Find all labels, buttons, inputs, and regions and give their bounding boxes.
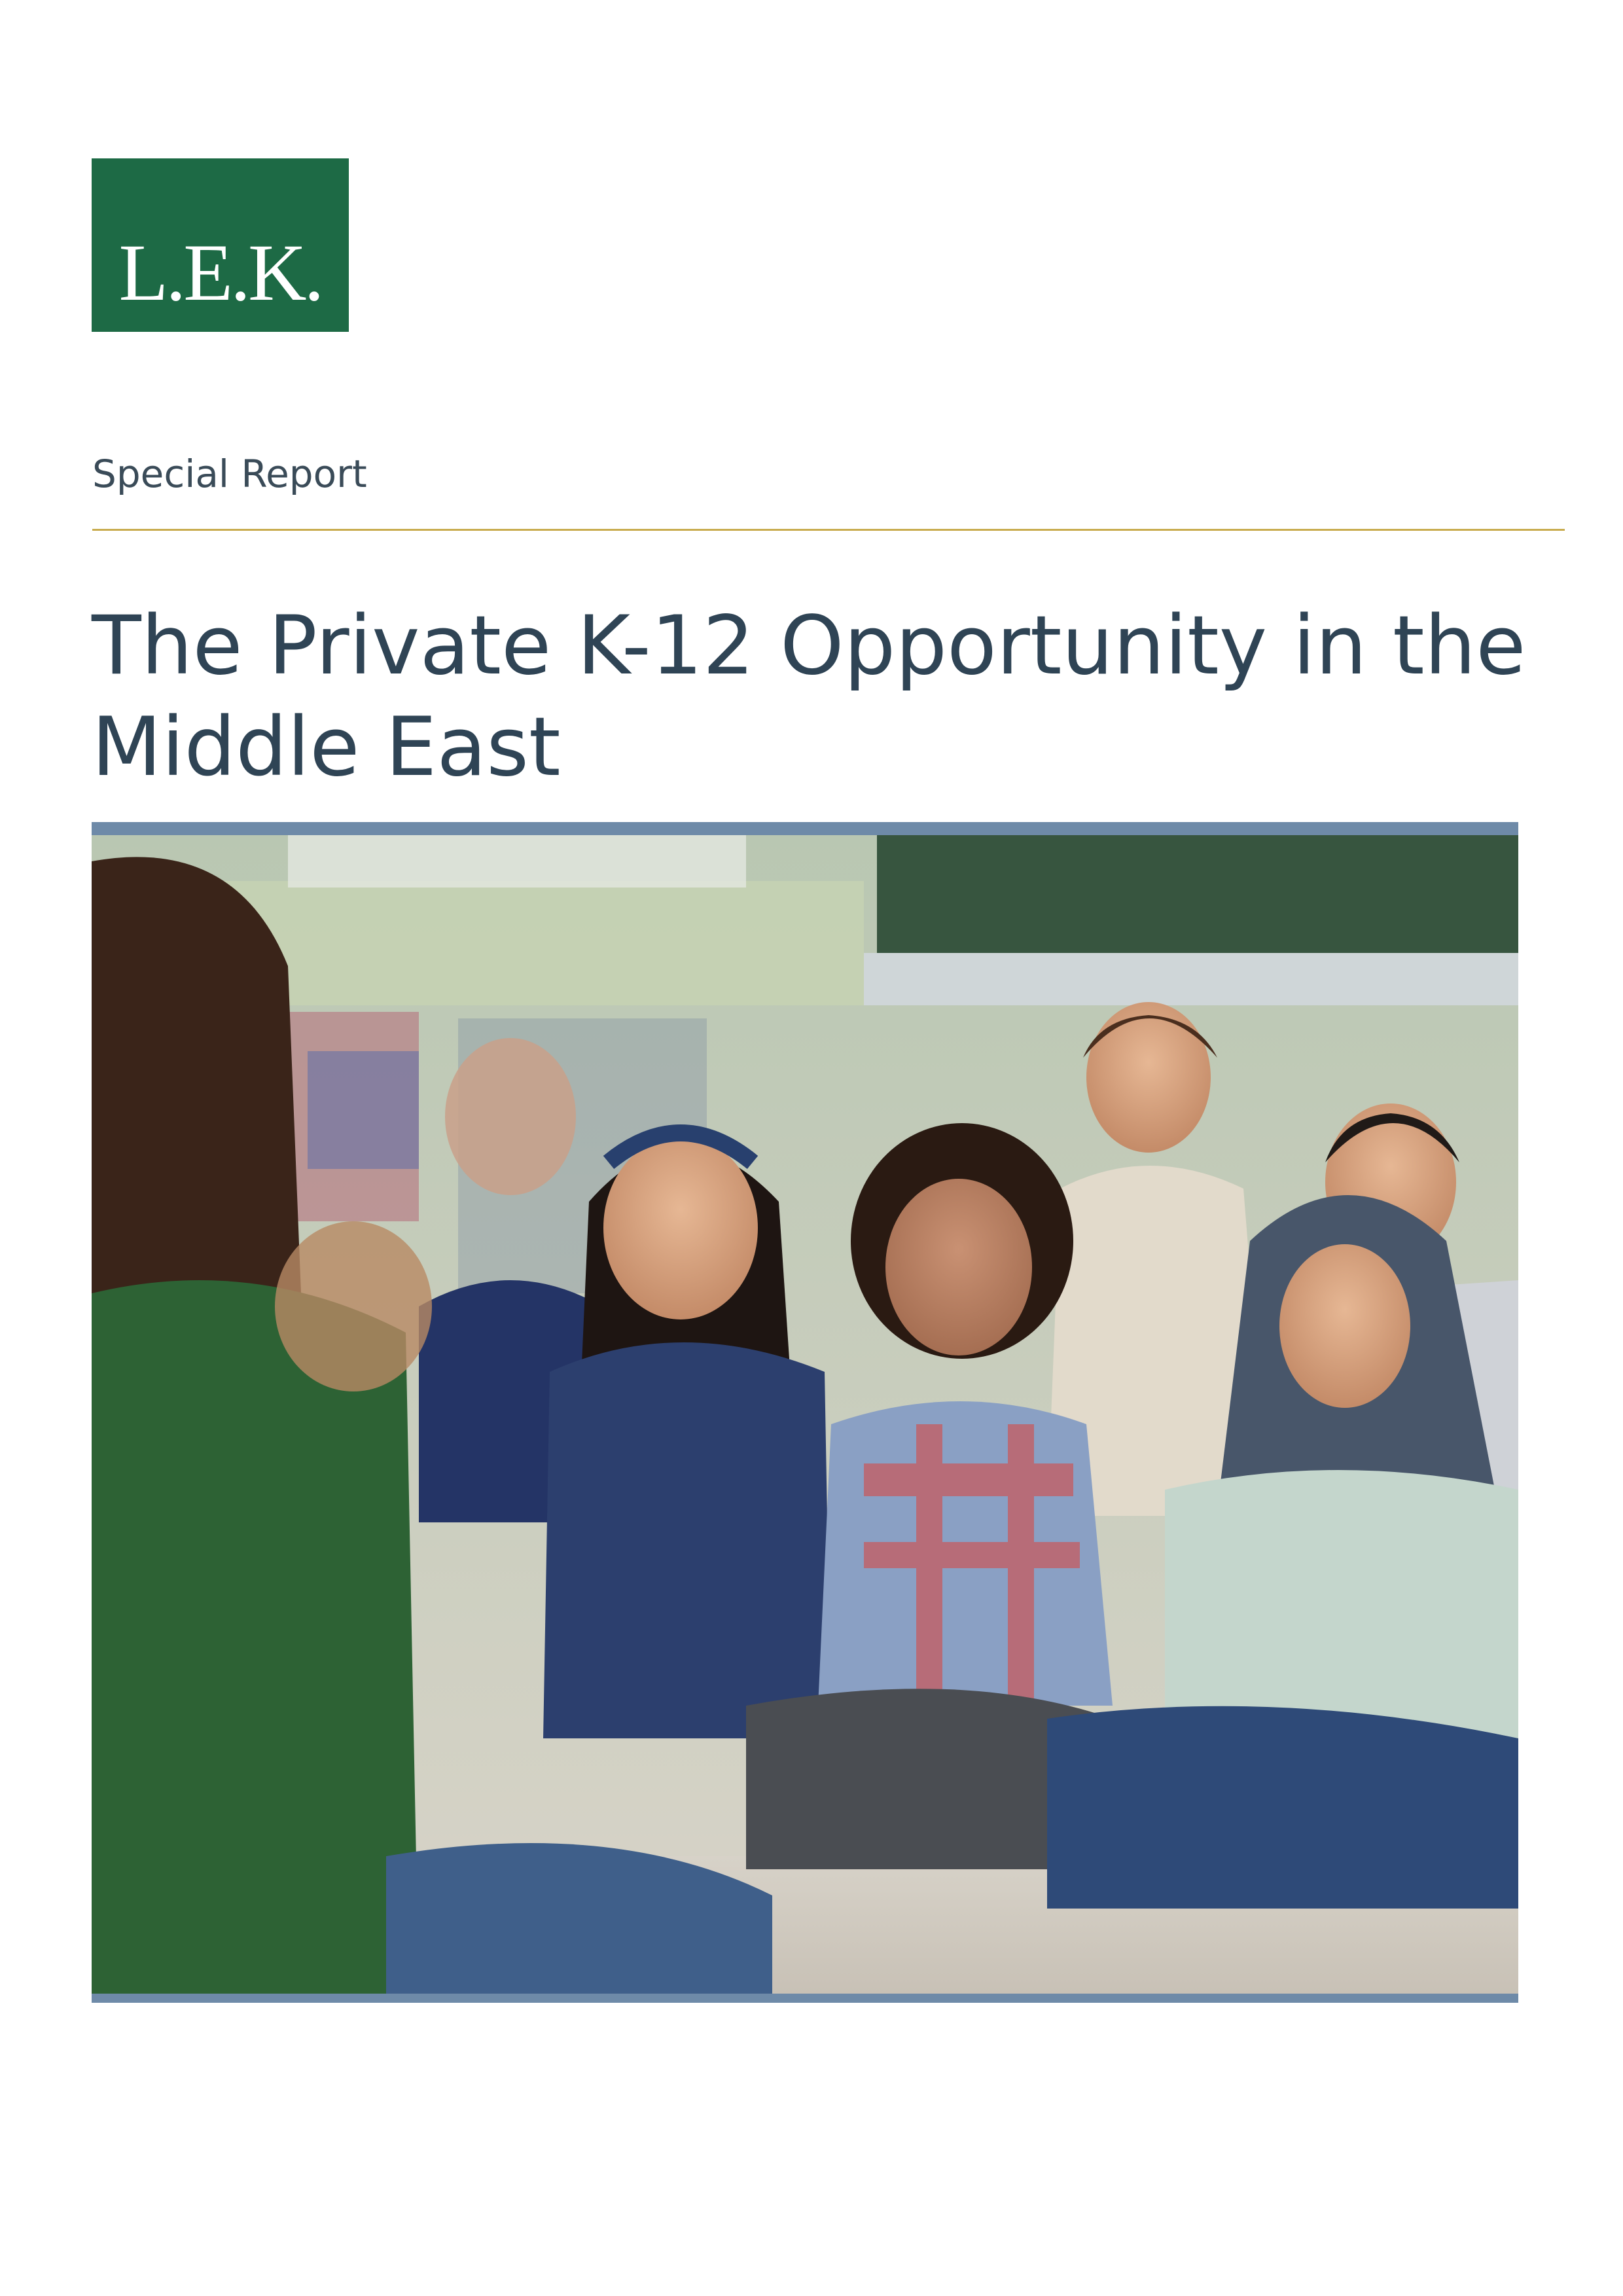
child-hijab-jeans [1047,1706,1518,1909]
window-blur [288,835,746,888]
report-title: The Private K-12 Opportunity in the Middle East [92,599,1526,795]
logo-text: L.E.K. [118,228,322,317]
cover-photo-frame [92,822,1518,2003]
cover-photo [92,835,1518,1994]
child-hijab-face [1279,1244,1410,1408]
child-headband-face [603,1136,758,1319]
report-type-label: Special Report [92,452,367,496]
child-back-center-head [1086,1002,1211,1153]
chalkboard [877,835,1518,953]
child-toddler-blur [275,1221,432,1391]
poster-blur [308,1051,419,1169]
bulletin-board-strip [864,953,1518,1005]
child-curly-face [885,1179,1032,1355]
child-blurred-left [445,1038,576,1195]
company-logo [92,158,349,332]
child-headband-dress [543,1342,831,1738]
wall-banner [209,881,864,1005]
divider-rule [92,529,1565,531]
